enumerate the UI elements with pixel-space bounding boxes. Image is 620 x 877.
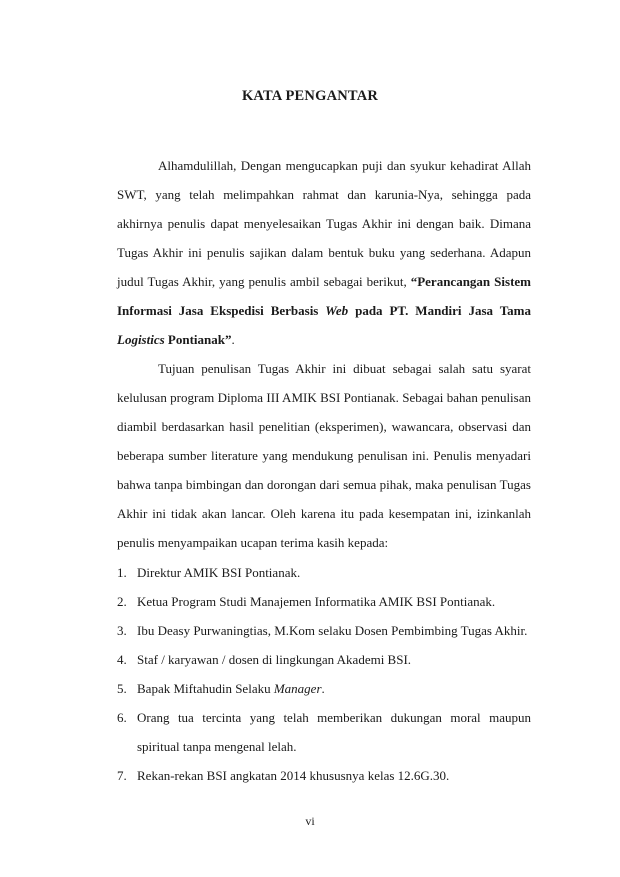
- paragraph-intro-end: .: [231, 332, 235, 347]
- paragraph-intro: [117, 151, 531, 354]
- list-number: 1.: [117, 565, 127, 580]
- paragraph-intro-text: Alhamdulillah, Dengan mengucapkan puji dan syukur kehadirat Allah SWT, yang telah melimpahkan rahmat dan karunia-Nya, sehingga pada akhirnya penulis dapat menyelesaikan Tugas Akhir ini dengan baik. Dimana Tugas Akhir ini penulis sajikan dalam bentuk buku yang sederhana. Adapun judul Tugas Akhir, yang penulis ambil sebagai berikut,: [117, 158, 531, 289]
- page-title: KATA PENGANTAR: [241, 88, 379, 104]
- list-text-end: .: [321, 681, 325, 696]
- thesis-title-part2: pada PT. Mandiri Jasa Tama: [348, 303, 532, 318]
- list-text: Bapak Miftahudin Selaku: [137, 681, 274, 696]
- list-text: Direktur AMIK BSI Pontianak.: [137, 565, 301, 580]
- list-item: [117, 645, 531, 674]
- list-text: Staf / karyawan / dosen di lingkungan Akademi BSI.: [137, 652, 412, 667]
- thesis-title-logistics: Logistics: [117, 332, 165, 347]
- list-item: [117, 761, 531, 790]
- body-text: [117, 151, 531, 557]
- list-number: 2.: [117, 594, 127, 609]
- list-item: [117, 674, 531, 703]
- list-number: 6.: [117, 710, 127, 725]
- acknowledgement-list: [117, 558, 531, 790]
- page-number: vi: [305, 814, 315, 828]
- list-item: [117, 616, 531, 645]
- thesis-title-web: Web: [325, 303, 349, 318]
- list-text: Ketua Program Studi Manajemen Informatika AMIK BSI Pontianak.: [137, 594, 496, 609]
- list-text: Ibu Deasy Purwaningtias, M.Kom selaku Dosen Pembimbing Tugas Akhir.: [137, 623, 528, 638]
- list-text: Orang tua tercinta yang telah memberikan dukungan moral maupun spiritual tanpa mengenal lelah.: [137, 710, 531, 754]
- list-item: [117, 558, 531, 587]
- list-text: Rekan-rekan BSI angkatan 2014 khususnya kelas 12.6G.30.: [137, 768, 450, 783]
- list-number: 4.: [117, 652, 127, 667]
- list-number: 5.: [117, 681, 127, 696]
- list-item: [117, 587, 531, 616]
- thesis-title-part3: Pontianak”: [164, 332, 232, 347]
- list-number: 3.: [117, 623, 127, 638]
- list-item: [117, 703, 531, 761]
- list-number: 7.: [117, 768, 127, 783]
- thesis-title-part1: “Perancangan Sistem Informasi Jasa Ekspedisi Berbasis: [117, 274, 531, 318]
- paragraph-purpose: Tujuan penulisan Tugas Akhir ini dibuat sebagai salah satu syarat kelulusan program Diploma III AMIK BSI Pontianak. Sebagai bahan penulisan diambil berdasarkan hasil penelitian (eksperimen), wawancara, observasi dan beberapa sumber literature yang mendukung penulisan ini. Penulis menyadari bahwa tanpa bimbingan dan dorongan dari semua pihak, maka penulisan Tugas Akhir ini tidak akan lancar. Oleh karena itu pada kesempatan ini, izinkanlah penulis menyampaikan ucapan terima kasih kepada:: [117, 361, 531, 550]
- list-text-emphasis: Manager: [273, 681, 322, 696]
